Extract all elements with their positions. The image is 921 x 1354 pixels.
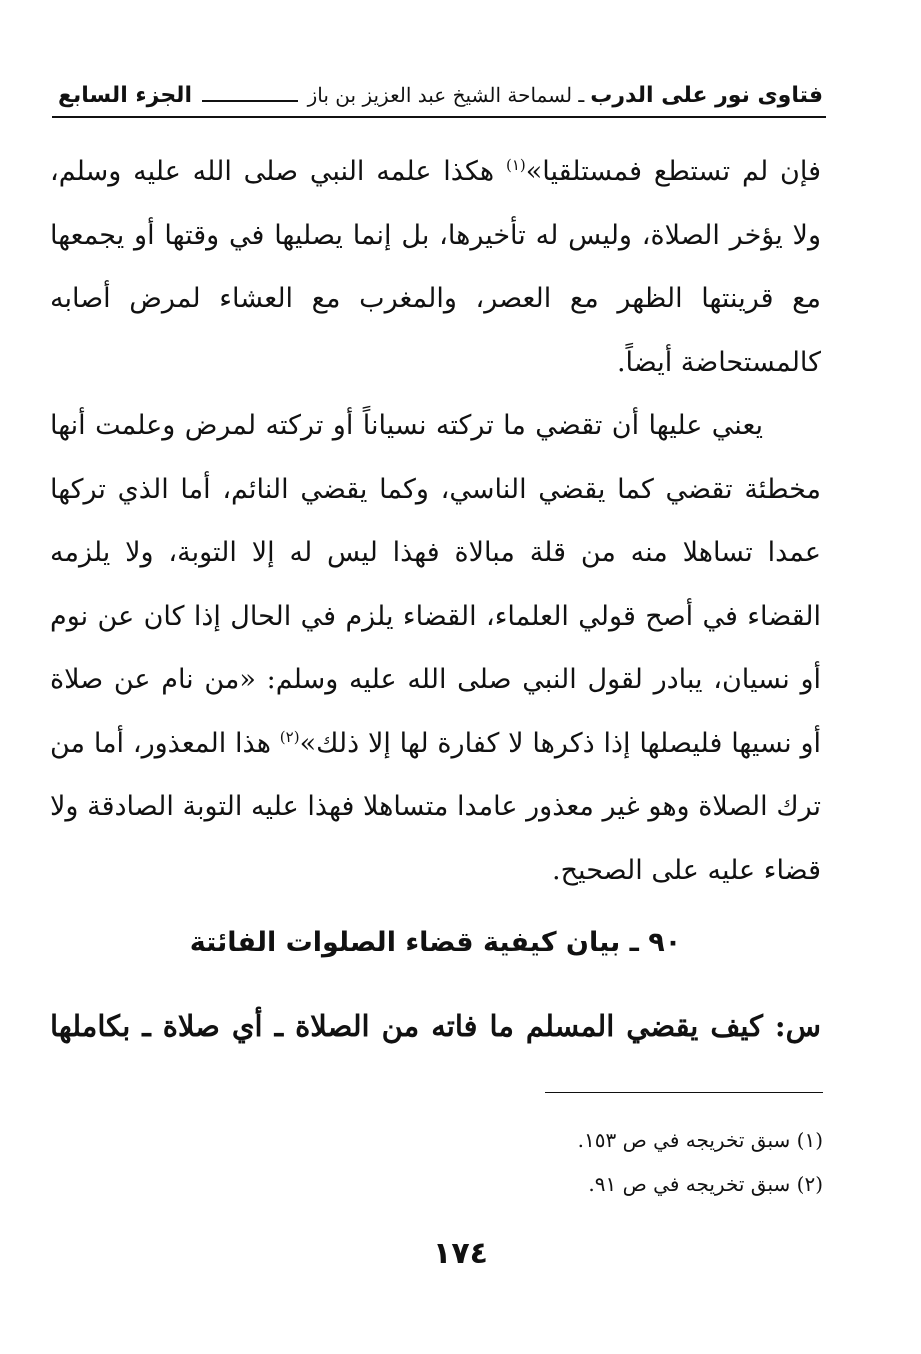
footnote-mark-1: (١) — [505, 156, 526, 174]
paragraph-1-part-2: هكذا علمه النبي صلى الله عليه وسلم، ولا يؤخر الصلاة، وليس له تأخيرها، بل إنما يصليها في وقتها أو يجمعها مع قرينتها الظهر مع العصر، والمغرب مع العشاء لمرض أصابه كالمستحاضة أيضاً. — [50, 156, 821, 378]
paragraph-2-part-2: هذا المعذور، أما من ترك الصلاة وهو غير معذور عامدا متساهلا فهذا عليه التوبة الصادقة ولا قضاء عليه على الصحيح. — [50, 727, 821, 886]
body-text — [50, 140, 821, 902]
header-volume: الجزء السابع — [58, 82, 192, 108]
paragraph-1 — [50, 140, 821, 394]
header-dash-rule — [202, 88, 298, 102]
footnote-mark-2: (٢) — [279, 727, 300, 746]
paragraph-2 — [50, 394, 821, 902]
running-header — [58, 78, 823, 112]
paragraph-1-part-1: فإن لم تستطع فمستلقيا» — [525, 156, 821, 187]
paragraph-2-part-1: يعني عليها أن تقضي ما تركته نسياناً أو تركته لمرض وعلمت أنها مخطئة تقضي كما يقضي الناسي، وكما يقضي النائم، أما الذي تركها عمدا تساهلا منه من قلة مبالاة فهذا ليس له إلا التوبة، ولا يلزمه القضاء في أصح قولي العلماء، القضاء يلزم في الحال إذا كان عن نوم أو نسيان، يبادر لقول النبي صلى الله عليه وسلم: «من نام عن صلاة أو نسيها فليصلها إذا ذكرها لا كفارة لها إلا ذلك» — [50, 410, 821, 759]
header-divider — [52, 116, 826, 118]
footnote-1: (١) سبق تخريجه في ص ١٥٣. — [577, 1128, 823, 1152]
footnotes — [300, 1118, 823, 1206]
header-author: ـ لسماحة الشيخ عبد العزيز بن باز — [307, 83, 585, 107]
question-text: س: كيف يقضي المسلم ما فاته من الصلاة ـ أي صلاة ـ بكاملها — [50, 1009, 821, 1043]
footnote-divider — [545, 1092, 823, 1093]
header-book-title: فتاوى نور على الدرب — [590, 82, 823, 108]
page-number: ١٧٤ — [433, 1236, 488, 1271]
header-title-group — [308, 83, 823, 108]
section-heading: ٩٠ ـ بيان كيفية قضاء الصلوات الفائتة — [189, 927, 682, 958]
footnote-2: (٢) سبق تخريجه في ص ٩١. — [588, 1172, 823, 1196]
